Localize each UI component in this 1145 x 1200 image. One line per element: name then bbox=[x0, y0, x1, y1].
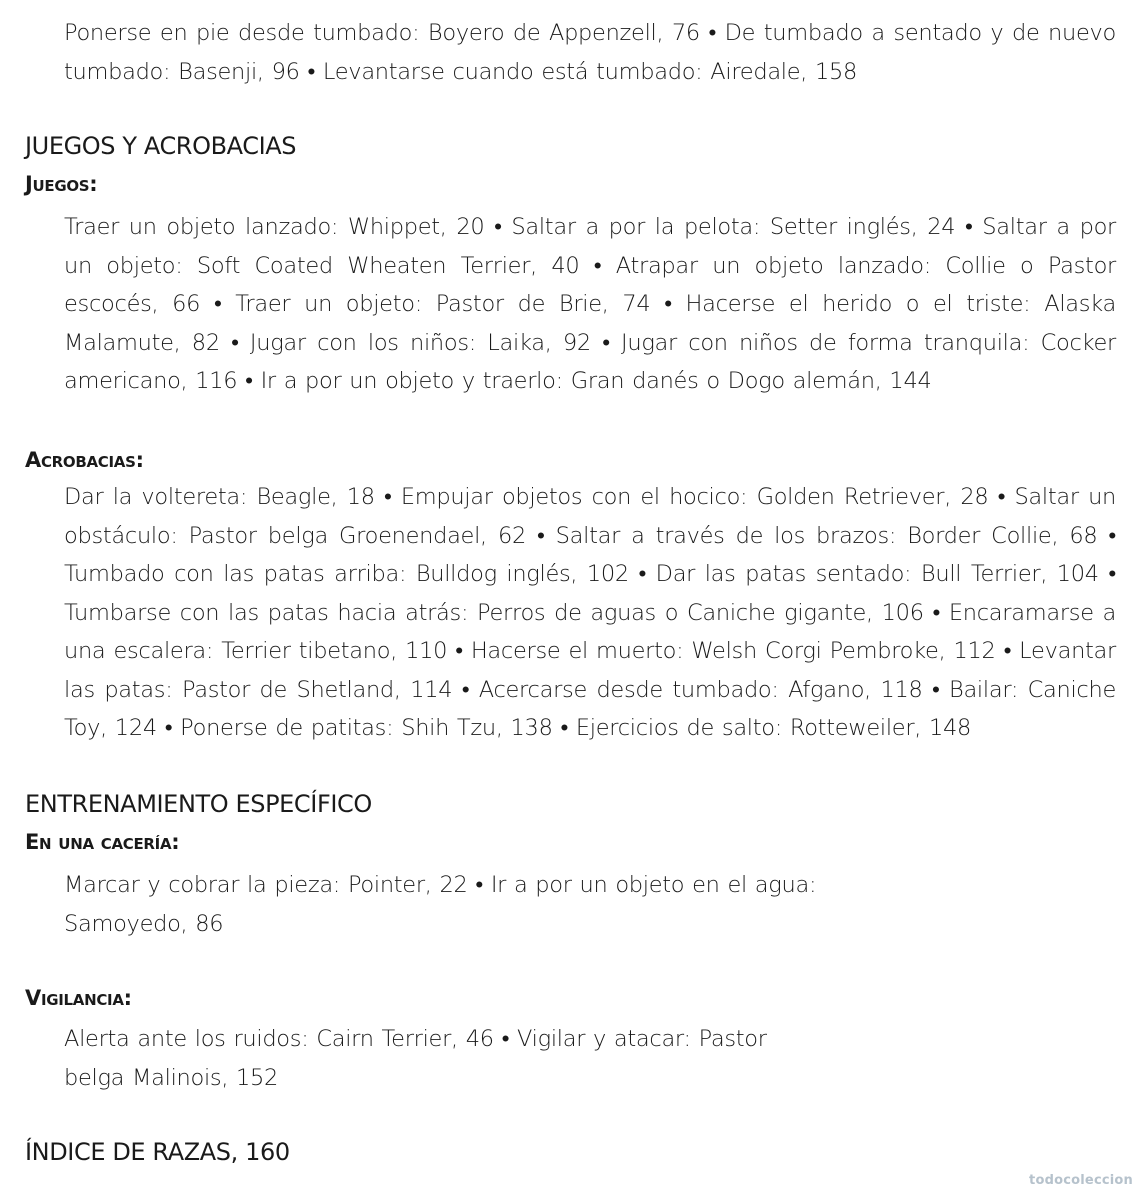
subheading-vigilancia: Vigilancia: bbox=[25, 986, 132, 1010]
vigilancia-line-1: Alerta ante los ruidos: Cairn Terrier, 46 • Vigilar y atacar: Pastor bbox=[64, 1026, 767, 1052]
section-heading-indice: ÍNDICE DE RAZAS, 160 bbox=[25, 1138, 290, 1166]
watermark-text: todocoleccion bbox=[1029, 1173, 1133, 1188]
caceria-line-1: Marcar y cobrar la pieza: Pointer, 22 • Ir a por un objeto en el agua: bbox=[64, 872, 817, 898]
section-heading-entrenamiento: ENTRENAMIENTO ESPECÍFICO bbox=[25, 790, 372, 818]
acrobacias-paragraph: Dar la voltereta: Beagle, 18 • Empujar objetos con el hocico: Golden Retriever, 28 • Saltar un obstáculo: Pastor belga Groenendael, 62 • Saltar a través de los brazos: Border Collie, 68 • Tumbado con las patas arriba: Bulldog inglés, 102 • Dar las patas sentado: Bull Terrier, 104 • Tumbarse con las patas hacia atrás: Perros de aguas o Caniche gigante, 106 • Encaramarse a una escalera: Terrier tibetano, 110 • Hacerse el muerto: Welsh Corgi Pembroke, 112 • Levantar las patas: Pastor de Shetland, 114 • Acercarse desde tumbado: Afgano, 118 • Bailar: Caniche Toy, 124 • Ponerse de patitas: Shih Tzu, 138 • Ejercicios de salto: Rotteweiler, 148 bbox=[64, 484, 1116, 741]
subheading-acrobacias: Acrobacias: bbox=[25, 448, 144, 472]
section-heading-juegos-acrobacias: JUEGOS Y ACROBACIAS bbox=[25, 132, 297, 160]
juegos-paragraph: Traer un objeto lanzado: Whippet, 20 • Saltar a por la pelota: Setter inglés, 24 • Saltar a por un objeto: Soft Coated Wheaten Terrier, 40 • Atrapar un objeto lanzado: Collie o Pastor escocés, 66 • Traer un objeto: Pastor de Brie, 74 • Hacerse el herido o el triste: Alaska Malamute, 82 • Jugar con los niños: Laika, 92 • Jugar con niños de forma tranquila: Cocker americano, 116 • Ir a por un objeto y traerlo: Gran danés o Dogo alemán, 144 bbox=[64, 214, 1116, 394]
caceria-paragraph bbox=[64, 866, 864, 943]
vigilancia-paragraph bbox=[64, 1020, 864, 1097]
vigilancia-line-2: belga Malinois, 152 bbox=[64, 1064, 279, 1091]
subheading-caceria: En una cacería: bbox=[25, 830, 180, 854]
caceria-line-2: Samoyedo, 86 bbox=[64, 910, 224, 937]
intro-paragraph: Ponerse en pie desde tumbado: Boyero de Appenzell, 76 • De tumbado a sentado y de nuevo tumbado: Basenji, 96 • Levantarse cuando está tumbado: Airedale, 158 bbox=[64, 20, 1116, 85]
subheading-juegos: Juegos: bbox=[25, 172, 98, 196]
